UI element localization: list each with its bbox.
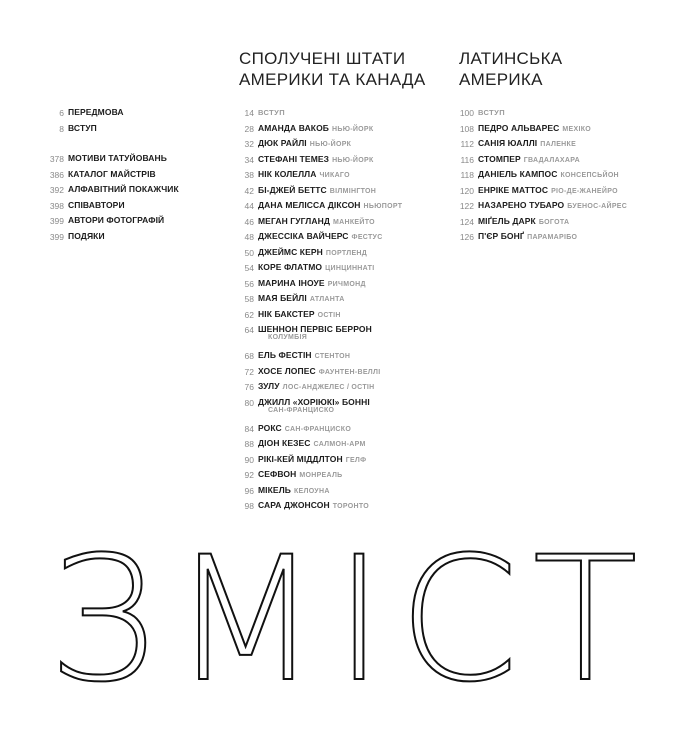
page-number: 399 (49, 231, 64, 242)
artist-name (258, 169, 350, 179)
entry-title: МАРИНА ІНОУЕ (258, 277, 325, 288)
entry-title: АВТОРИ ФОТОГРАФІЙ (68, 215, 165, 225)
page-number: 100 (459, 108, 474, 118)
page-number: 34 (244, 154, 254, 165)
entry-title: ДЮК РАЙЛІ (258, 138, 307, 148)
city-label: НЬЮ-ЙОРК (332, 125, 374, 133)
city-label: СТЕНТОН (314, 353, 351, 360)
entry-title: ДЖИЛЛ «ХОРІЮКІ» БОННІ (258, 396, 370, 407)
city-label: ПАРАМАРІБО (527, 234, 578, 241)
entry-title: МЕГАН ГУГЛАНД (258, 215, 330, 226)
city-label: ЛОС-АНДЖЕЛЕС / ОСТІН (282, 384, 375, 391)
entry-title: КОРЕ ФЛАТМО (258, 262, 323, 272)
page-number: 122 (459, 201, 474, 211)
page-number: 84 (244, 423, 254, 434)
artist-name (478, 185, 618, 195)
artist-name (258, 381, 375, 391)
page-number: 62 (244, 309, 254, 320)
artist-name (258, 108, 285, 117)
page-number: 120 (459, 185, 474, 196)
city-label: ФЕСТУС (351, 234, 383, 241)
page-number: 92 (244, 470, 254, 480)
city-label: НЬЮ-ЙОРК (309, 141, 352, 148)
artist-name (258, 423, 351, 433)
entry-title: ВСТУП (68, 122, 97, 133)
entry-title: СТЕФАНІ ТЕМЕЗ (258, 153, 330, 164)
artist-name (478, 231, 577, 241)
page-number: 96 (244, 485, 254, 496)
artist-name (258, 350, 350, 360)
artist-name (258, 366, 380, 376)
artist-name (258, 231, 383, 241)
page-number: 124 (459, 216, 474, 227)
page-number: 32 (244, 139, 254, 149)
city-label: МАНКЕЙТО (332, 218, 375, 226)
entry-title: СТОМПЕР (478, 153, 521, 164)
artist-name (258, 309, 341, 319)
entry-title: МАЯ БЕЙЛІ (258, 293, 307, 303)
entry-title: ДЖЕССІКА ВАЙЧЕРС (258, 231, 349, 241)
entry-title: НАЗАРЕНО ТУБАРО (478, 200, 565, 210)
entry-title: СПІВАВТОРИ (68, 199, 125, 210)
entry-title: САНІЯ ЮАЛЛІ (478, 138, 538, 148)
artist-name (258, 185, 376, 195)
page-number: 14 (244, 108, 254, 118)
city-label: МЕХІКО (562, 125, 592, 133)
page-number: 8 (59, 123, 64, 134)
city-label: КОНСЕПСЬЙОН (560, 172, 619, 179)
artist-name (478, 108, 505, 117)
page-number: 72 (244, 366, 254, 377)
entry-title: МОТИВИ ТАТУЙОВАНЬ (68, 153, 167, 163)
city-label: МОНРЕАЛЬ (299, 472, 343, 479)
entry-title: АЛФАВІТНИЙ ПОКАЖЧИК (68, 184, 179, 194)
city-label: БУЕНОС-АЙРЕС (567, 203, 628, 210)
page-number: 38 (244, 170, 254, 180)
artist-name (258, 200, 402, 210)
entry-title: МІКЕЛЬ (258, 484, 291, 495)
entry-title: АМАНДА ВАКОБ (258, 122, 330, 133)
page-number: 378 (49, 154, 64, 164)
page-number: 126 (459, 232, 474, 242)
city-label: ГЕЛФ (345, 456, 367, 464)
entry-title: ЗУЛУ (258, 381, 280, 391)
page-number: 386 (49, 169, 64, 180)
page-number: 6 (59, 108, 64, 118)
artist-name (478, 216, 569, 226)
entry-title: ВСТУП (478, 108, 505, 117)
city-label: ПАЛЕНКЕ (540, 141, 577, 148)
city-label: ЦИНЦИННАТІ (325, 265, 375, 272)
artist-name (478, 138, 576, 148)
city-label: САН-ФРАНЦИСКО (268, 406, 335, 414)
entry-title: ПЕРЕДМОВА (68, 107, 124, 117)
entry-title: ЕНРІКЕ МАТТОС (478, 184, 549, 195)
city-label: КЕЛОУНА (293, 487, 330, 495)
artist-name (258, 500, 369, 510)
city-label: НЬЮ-ЙОРК (332, 156, 374, 164)
page-number: 112 (460, 139, 474, 149)
heading-line: АМЕРИКА (459, 70, 543, 89)
page-number: 98 (244, 501, 254, 511)
page-number: 44 (244, 201, 254, 211)
heading-line: АМЕРИКИ ТА КАНАДА (239, 70, 426, 89)
page-number: 392 (49, 185, 64, 195)
page-number: 50 (244, 247, 254, 258)
page-number: 116 (460, 154, 474, 165)
section-heading-usa-canada (239, 48, 426, 90)
city-label: НЬЮПОРТ (363, 203, 403, 210)
city-label: ВІЛМІНГТОН (329, 187, 377, 195)
city-label: ОСТІН (317, 311, 341, 319)
entry-title: ДІОН КЕЗЕС (258, 438, 311, 448)
page-number: 48 (244, 232, 254, 242)
entry-title: НІК КОЛЕЛЛА (258, 169, 317, 179)
city-label: САЛМОН-АРМ (313, 441, 366, 448)
entry-title: ПЕДРО АЛЬВАРЕС (478, 122, 560, 133)
entry-title: ХОСЕ ЛОПЕС (258, 365, 316, 376)
page-number: 108 (459, 123, 474, 134)
city-label: АТЛАНТА (309, 296, 345, 303)
heading-line: СПОЛУЧЕНІ ШТАТИ (239, 49, 406, 68)
artist-name (258, 485, 330, 495)
entry-title: ДЖЕЙМС КЕРН (258, 246, 323, 257)
entry-title: П'ЄР БОНҐ (478, 231, 525, 241)
entry-title: РІКІ-КЕЙ МІДДЛТОН (258, 453, 343, 464)
entry-title: ШЕННОН ПЕРВІС БЕРРОН (258, 324, 372, 334)
page-number: 58 (244, 294, 254, 304)
artist-name (258, 469, 343, 479)
artist-name (258, 216, 375, 226)
page-number: 76 (244, 382, 254, 392)
artist-name (478, 154, 580, 164)
entry-title: ЕЛЬ ФЕСТІН (258, 350, 312, 360)
entry-title: ДАНА МЕЛІССА ДІКСОН (258, 200, 361, 210)
city-label: ГВАДАЛАХАРА (523, 156, 580, 164)
page-number: 118 (460, 170, 474, 180)
city-label: ФАУНТЕН-ВЕЛЛІ (318, 368, 381, 376)
page-number: 398 (49, 200, 64, 211)
artist-name (478, 200, 627, 210)
artist-name (478, 169, 619, 179)
page-number: 56 (244, 278, 254, 289)
artist-name (258, 262, 375, 272)
artist-name (258, 123, 373, 133)
heading-line: ЛАТИНСЬКА (459, 49, 563, 68)
city-label: РИЧМОНД (327, 280, 366, 288)
page-number: 399 (49, 216, 64, 226)
page-number: 68 (244, 351, 254, 361)
page-number: 28 (244, 123, 254, 134)
entry-title: БІ-ДЖЕЙ БЕТТС (258, 184, 327, 195)
page-number: 54 (244, 263, 254, 273)
artist-name (258, 324, 372, 334)
entry-title: КАТАЛОГ МАЙСТРІВ (68, 168, 156, 179)
page-number: 88 (244, 439, 254, 449)
city-label: РІО-ДЕ-ЖАНЕЙРО (551, 187, 618, 195)
city-label: САН-ФРАНЦИСКО (284, 425, 352, 433)
page-number: 46 (244, 216, 254, 227)
entry-title: РОКС (258, 422, 282, 433)
city-label: ЧИКАГО (319, 172, 350, 179)
page-number: 90 (244, 454, 254, 465)
section-heading-latin-america (459, 48, 562, 90)
entry-title: СЕФВОН (258, 469, 297, 479)
entry-title: ВСТУП (258, 108, 285, 117)
artist-name (258, 138, 351, 148)
city-label: ПОРТЛЕНД (325, 249, 368, 257)
page-title: ЗМІСТ (48, 519, 652, 720)
artist-name (258, 397, 370, 407)
artist-name (258, 278, 366, 288)
entry-title: МІҐЕЛЬ ДАРК (478, 215, 536, 226)
city-label: БОГОТА (538, 218, 570, 226)
city-label: ТОРОНТО (332, 503, 370, 510)
artist-name (478, 123, 591, 133)
city-label: КОЛУМБІЯ (268, 334, 308, 341)
artist-name (258, 154, 374, 164)
entry-title: НІК БАКСТЕР (258, 308, 315, 319)
entry-title: САРА ДЖОНСОН (258, 500, 330, 510)
page-number: 80 (244, 397, 254, 408)
artist-name (258, 247, 367, 257)
page-number: 42 (244, 185, 254, 196)
entry-title: ДАНІЕЛЬ КАМПОС (478, 169, 558, 179)
artist-name (258, 454, 366, 464)
artist-name (258, 438, 366, 448)
entry-title: ПОДЯКИ (68, 230, 105, 241)
page-number: 64 (244, 325, 254, 335)
artist-name (258, 293, 345, 303)
